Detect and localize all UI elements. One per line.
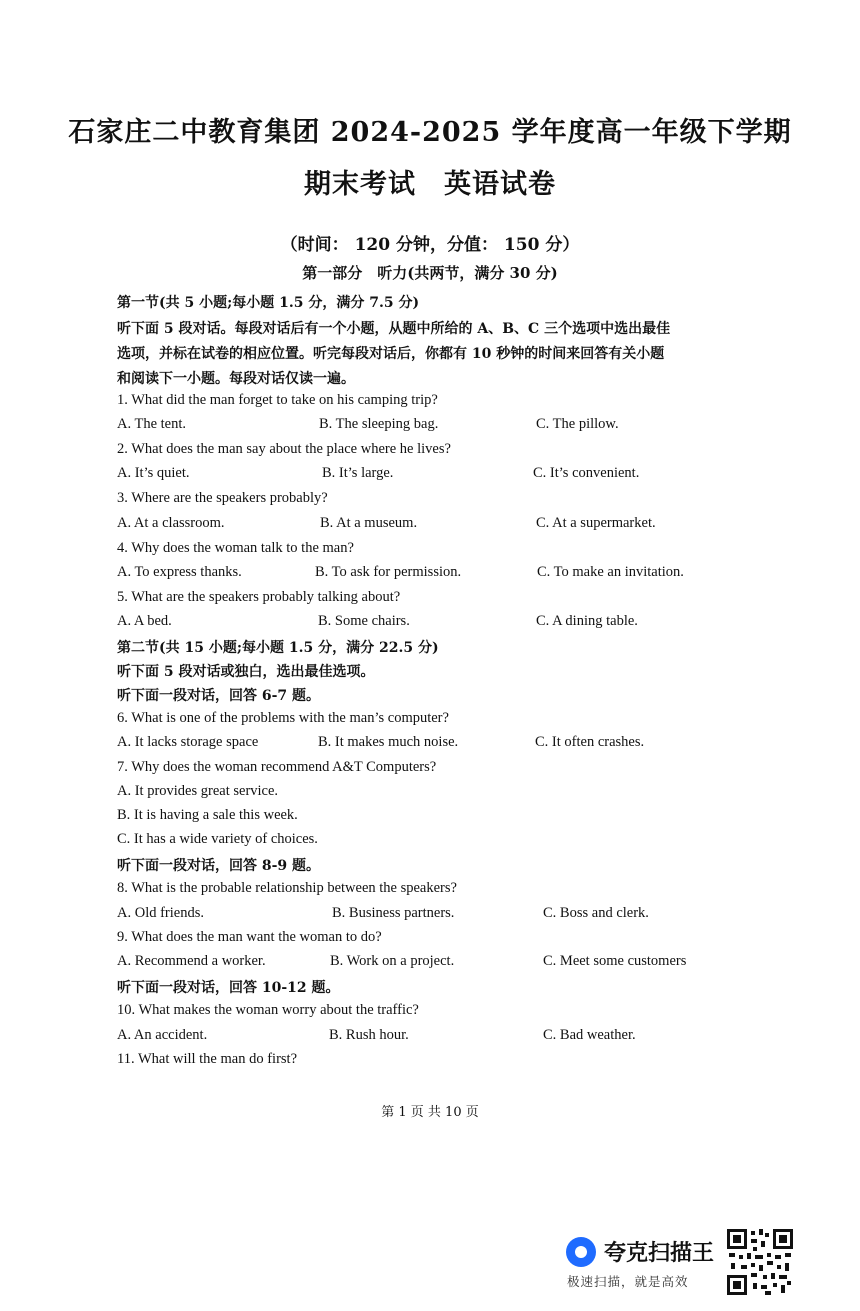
section2-instruction: 听下面 5 段对话或独白，选出最佳选项。 xyxy=(117,664,375,680)
question-1-option-a: A. The tent. xyxy=(117,416,186,432)
scanner-app-name: 夸克扫描王 xyxy=(604,1241,715,1266)
question-7-option-a: A. It provides great service. xyxy=(117,783,279,799)
exam-title-line2: 期末考试 英语试卷 xyxy=(304,169,556,200)
question-11-stem: 11. What will the man do first? xyxy=(117,1051,298,1067)
question-4-stem: 4. Why does the woman talk to the man? xyxy=(117,540,354,556)
question-3-stem: 3. Where are the speakers probably? xyxy=(117,490,328,506)
section1-instruction-2: 选项，并标在试卷的相应位置。听完每段对话后，你都有 10 秒钟的时间来回答有关小题 xyxy=(117,346,665,362)
question-2-option-c: C. It’s convenient. xyxy=(533,465,640,481)
page-number: 第 1 页 共 10 页 xyxy=(381,1105,479,1120)
question-3-option-a: A. At a classroom. xyxy=(117,515,225,531)
question-2-option-a: A. It’s quiet. xyxy=(117,465,190,481)
exam-time-score: （时间： 120 分钟，分值： 150 分） xyxy=(280,235,580,255)
question-1-stem: 1. What did the man forget to take on his camping trip? xyxy=(117,392,438,408)
question-9-stem: 9. What does the man want the woman to do? xyxy=(117,929,382,945)
question-9-option-a: A. Recommend a worker. xyxy=(117,953,266,969)
question-5-option-b: B. Some chairs. xyxy=(318,613,410,629)
question-8-option-b: B. Business partners. xyxy=(332,905,455,921)
qr-code-icon xyxy=(727,1229,793,1295)
question-8-stem: 8. What is the probable relationship between the speakers? xyxy=(117,880,457,896)
section2-heading: 第二节(共 15 小题;每小题 1.5 分，满分 22.5 分) xyxy=(117,640,439,656)
part-one-heading: 第一部分 听力(共两节，满分 30 分) xyxy=(302,264,558,282)
scanner-tagline: 极速扫描，就是高效 xyxy=(567,1274,689,1289)
section1-instruction-3: 和阅读下一小题。每段对话仅读一遍。 xyxy=(117,371,355,387)
question-5-option-a: A. A bed. xyxy=(117,613,172,629)
question-1-option-b: B. The sleeping bag. xyxy=(319,416,439,432)
scanner-watermark xyxy=(566,1234,726,1290)
section1-instruction-1: 听下面 5 段对话。每段对话后有一个小题，从题中所给的 A、B、C 三个选项中选出最佳 xyxy=(117,321,671,337)
question-6-option-a: A. It lacks storage space xyxy=(117,734,259,750)
question-4-option-c: C. To make an invitation. xyxy=(537,564,684,580)
question-7-stem: 7. Why does the woman recommend A&T Computers? xyxy=(117,759,437,775)
question-9-option-c: C. Meet some customers xyxy=(543,953,687,969)
section2-group-2: 听下面一段对话，回答 8-9 题。 xyxy=(117,858,321,874)
quark-logo-icon xyxy=(566,1237,596,1267)
question-9-option-b: B. Work on a project. xyxy=(330,953,455,969)
question-7-option-c: C. It has a wide variety of choices. xyxy=(117,831,318,847)
question-8-option-a: A. Old friends. xyxy=(117,905,204,921)
question-3-option-c: C. At a supermarket. xyxy=(536,515,656,531)
question-10-option-a: A. An accident. xyxy=(117,1027,208,1043)
question-6-stem: 6. What is one of the problems with the man’s computer? xyxy=(117,710,449,726)
question-10-option-b: B. Rush hour. xyxy=(329,1027,409,1043)
question-10-stem: 10. What makes the woman worry about the traffic? xyxy=(117,1002,419,1018)
question-8-option-c: C. Boss and clerk. xyxy=(543,905,649,921)
question-2-stem: 2. What does the man say about the place where he lives? xyxy=(117,441,451,457)
exam-title-line1: 石家庄二中教育集团 2024-2025 学年度高一年级下学期 xyxy=(68,117,792,148)
question-1-option-c: C. The pillow. xyxy=(536,416,619,432)
question-10-option-c: C. Bad weather. xyxy=(543,1027,636,1043)
question-7-option-b: B. It is having a sale this week. xyxy=(117,807,298,823)
question-6-option-c: C. It often crashes. xyxy=(535,734,645,750)
question-2-option-b: B. It’s large. xyxy=(322,465,394,481)
section2-group-3: 听下面一段对话，回答 10-12 题。 xyxy=(117,980,340,996)
section1-heading: 第一节(共 5 小题;每小题 1.5 分，满分 7.5 分) xyxy=(117,295,420,311)
section2-group-1: 听下面一段对话，回答 6-7 题。 xyxy=(117,688,321,704)
question-5-option-c: C. A dining table. xyxy=(536,613,638,629)
question-5-stem: 5. What are the speakers probably talking about? xyxy=(117,589,401,605)
question-6-option-b: B. It makes much noise. xyxy=(318,734,459,750)
question-3-option-b: B. At a museum. xyxy=(320,515,418,531)
question-4-option-a: A. To express thanks. xyxy=(117,564,242,580)
question-4-option-b: B. To ask for permission. xyxy=(315,564,462,580)
